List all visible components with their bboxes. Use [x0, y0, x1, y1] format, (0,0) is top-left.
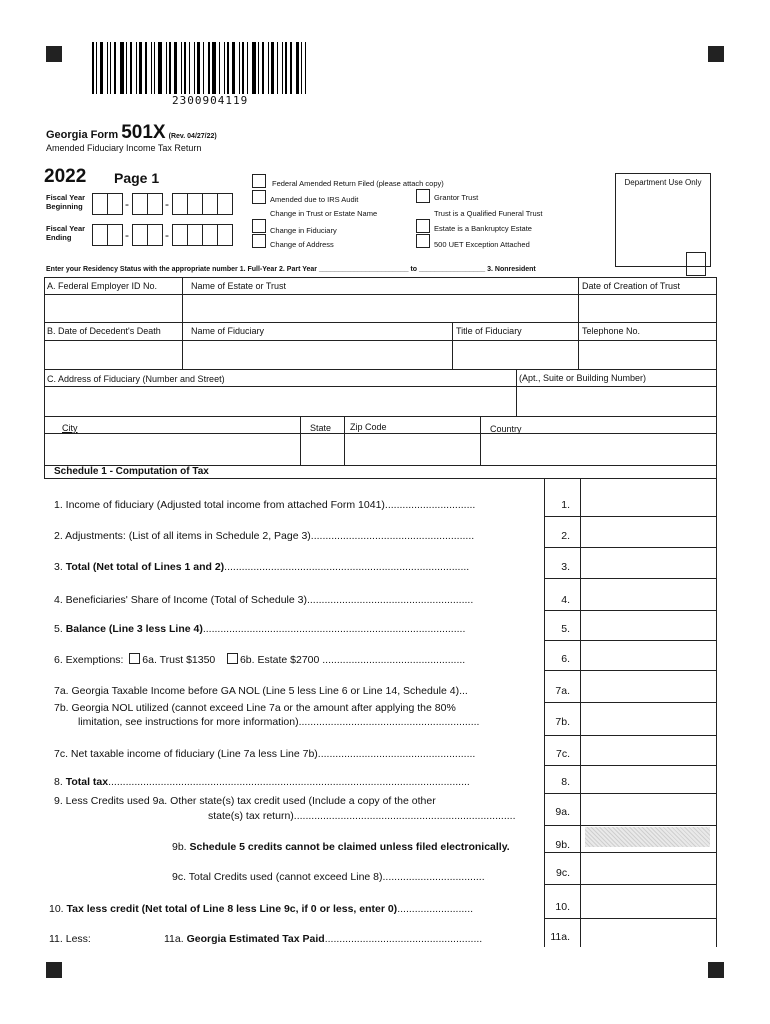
tax-year: 2022	[44, 166, 87, 187]
line-amount-input[interactable]	[582, 639, 714, 667]
line-7c-text: 7c. Net taxable income of fiduciary (Line 7a less Line 7b)......................................................	[54, 748, 476, 760]
barcode-number: 2300904119	[172, 94, 249, 107]
city-input[interactable]	[46, 435, 298, 463]
line-11a-text: 11a. Georgia Estimated Tax Paid......................................................	[164, 933, 483, 945]
checkbox-label: Change of Address	[270, 240, 334, 249]
line-9b-shaded-field	[585, 827, 710, 847]
line-3-text: 3. Total (Net total of Lines 1 and 2)....................................................................................	[54, 561, 470, 573]
checkbox-federal-amended[interactable]	[252, 174, 266, 188]
line-amount-input[interactable]	[582, 580, 714, 608]
checkbox-grantor-trust[interactable]	[416, 189, 430, 203]
line-number: 7a.	[555, 685, 570, 697]
line-amount-input[interactable]	[582, 702, 714, 730]
fiscal-begin-input[interactable]: - -	[92, 193, 232, 215]
registration-mark-bottom-left	[46, 962, 62, 978]
line-7a-text: 7a. Georgia Taxable Income before GA NOL (Line 5 less Line 6 or Line 14, Schedule 4)...	[54, 685, 468, 697]
form-prefix: Georgia Form	[46, 129, 119, 141]
country-input[interactable]	[482, 435, 714, 463]
registration-mark-top-left	[46, 46, 62, 62]
form-subtitle: Amended Fiduciary Income Tax Return	[46, 143, 202, 153]
line-amount-input[interactable]	[582, 516, 714, 544]
date-death-input[interactable]	[46, 342, 180, 367]
line-number: 2.	[561, 530, 570, 542]
address-input[interactable]	[46, 388, 514, 414]
checkbox-label: Federal Amended Return Filed (please attach copy)	[272, 179, 444, 188]
telephone-label: Telephone No.	[582, 326, 641, 336]
line-1-text: 1. Income of fiduciary (Adjusted total income from attached Form 1041)...............................	[54, 499, 476, 511]
registration-mark-top-right	[708, 46, 724, 62]
line-amount-input[interactable]	[582, 762, 714, 790]
line-9a-text-2: state(s) tax return)............................................................................	[208, 810, 516, 822]
date-creation-input[interactable]	[580, 296, 714, 320]
line-amount-input[interactable]	[582, 917, 714, 945]
checkbox-change-address[interactable]	[252, 234, 266, 248]
checkbox-label: 500 UET Exception Attached	[434, 240, 530, 249]
line-number: 11a.	[550, 931, 570, 943]
page-label: Page 1	[114, 170, 160, 186]
fiduciary-name-input[interactable]	[184, 342, 450, 367]
checkbox-6b[interactable]	[227, 653, 238, 664]
checkbox-500-uet[interactable]	[416, 234, 430, 248]
line-number: 6.	[561, 653, 570, 665]
checkbox-change-fiduciary[interactable]	[252, 219, 266, 233]
line-2-text: 2. Adjustments: (List of all items in Schedule 2, Page 3)........................................................	[54, 530, 475, 542]
line-number: 7c.	[555, 748, 570, 760]
city-label: City	[62, 423, 78, 433]
checkbox-6a[interactable]	[129, 653, 140, 664]
line-number: 9c.	[555, 867, 570, 879]
residency-status-input[interactable]	[686, 252, 706, 276]
country-label: Country	[490, 424, 522, 434]
checkbox-label: Grantor Trust	[434, 193, 479, 202]
line-number: 9b.	[555, 839, 570, 851]
fiscal-end-label: Fiscal Year Ending	[46, 224, 86, 242]
line-amount-input[interactable]	[582, 671, 714, 699]
telephone-input[interactable]	[580, 342, 714, 367]
state-input[interactable]	[302, 435, 342, 463]
line-7b-text-1: 7b. Georgia NOL utilized (cannot exceed Line 7a or the amount after applying the 80%	[54, 702, 456, 714]
checkbox-irs-audit[interactable]	[252, 190, 266, 204]
department-use-box: Department Use Only	[615, 173, 711, 267]
form-title	[46, 122, 217, 144]
line-number: 8.	[561, 776, 570, 788]
line-8-text: 8. Total tax............................................................................................................................	[54, 776, 470, 788]
line-amount-input[interactable]	[582, 609, 714, 637]
zip-label: Zip Code	[350, 422, 387, 432]
address-label: C. Address of Fiduciary (Number and Street)	[47, 374, 225, 384]
fiduciary-title-input[interactable]	[454, 342, 576, 367]
line-9c-text: 9c. Total Credits used (cannot exceed Line 8)...................................	[172, 871, 485, 883]
line-7b-text-2: limitation, see instructions for more information)..............................................................	[78, 716, 480, 728]
line-number: 4.	[561, 594, 570, 606]
date-death-label: B. Date of Decedent's Death	[47, 326, 161, 336]
line-number: 3.	[561, 561, 570, 573]
apt-input[interactable]	[518, 388, 714, 414]
line-number: 7b.	[555, 716, 570, 728]
line-amount-input[interactable]	[582, 547, 714, 575]
state-label: State	[310, 423, 332, 433]
checkbox-label: Change in Fiduciary	[270, 226, 337, 235]
line-6-text: 6. Exemptions: 6a. Trust $1350 6b. Estate $2700 .................................................	[54, 654, 466, 666]
fein-label: A. Federal Employer ID No.	[47, 281, 158, 291]
line-number: 10.	[555, 901, 570, 913]
estate-name-input[interactable]	[184, 296, 576, 320]
apt-label: (Apt., Suite or Building Number)	[519, 373, 647, 383]
zip-input[interactable]	[346, 435, 478, 463]
registration-mark-bottom-right	[708, 962, 724, 978]
fiscal-begin-label: Fiscal Year Beginning	[46, 193, 86, 211]
line-amount-input[interactable]	[582, 485, 714, 513]
line-4-text: 4. Beneficiaries' Share of Income (Total of Schedule 3).........................................................	[54, 594, 474, 606]
line-amount-input[interactable]	[582, 734, 714, 762]
line-amount-input[interactable]	[582, 853, 714, 881]
residency-status-label: Enter your Residency Status with the appropriate number 1. Full-Year 2. Part Year _______________________ to _________________ 3. Nonresident	[46, 266, 536, 273]
fiscal-end-input[interactable]: - -	[92, 224, 232, 246]
line-number: 5.	[561, 623, 570, 635]
fiduciary-name-label: Name of Fiduciary	[191, 326, 265, 336]
line-10-text: 10. Tax less credit (Net total of Line 8 less Line 9c, if 0 or less, enter 0)..........................	[49, 903, 474, 915]
line-9b-text: 9b. Schedule 5 credits cannot be claimed unless filed electronically.	[172, 841, 510, 853]
barcode	[92, 42, 342, 94]
schedule-1-title: Schedule 1 - Computation of Tax	[54, 466, 209, 477]
line-5-text: 5. Balance (Line 3 less Line 4)..........................................................................................	[54, 623, 466, 635]
checkbox-label: Amended due to IRS Audit	[270, 195, 359, 204]
date-creation-label: Date of Creation of Trust	[582, 281, 681, 291]
line-amount-input[interactable]	[582, 887, 714, 915]
fiduciary-title-label: Title of Fiduciary	[456, 326, 522, 336]
checkbox-label: Change in Trust or Estate Name	[270, 209, 378, 218]
checkbox-label: Estate is a Bankruptcy Estate	[434, 224, 532, 233]
line-number: 9a.	[555, 806, 570, 818]
checkbox-bankruptcy-estate[interactable]	[416, 219, 430, 233]
form-number: 501X	[121, 122, 166, 143]
fein-input[interactable]	[46, 296, 180, 320]
line-11-text: 11. Less:	[49, 933, 91, 945]
estate-name-label: Name of Estate or Trust	[191, 281, 287, 291]
line-9a-text-1: 9. Less Credits used 9a. Other state(s) tax credit used (Include a copy of the other	[54, 795, 436, 807]
line-number: 1.	[561, 499, 570, 511]
line-amount-input[interactable]	[582, 792, 714, 820]
form-revision: (Rev. 04/27/22)	[168, 133, 217, 140]
checkbox-label: Trust is a Qualified Funeral Trust	[434, 209, 543, 218]
